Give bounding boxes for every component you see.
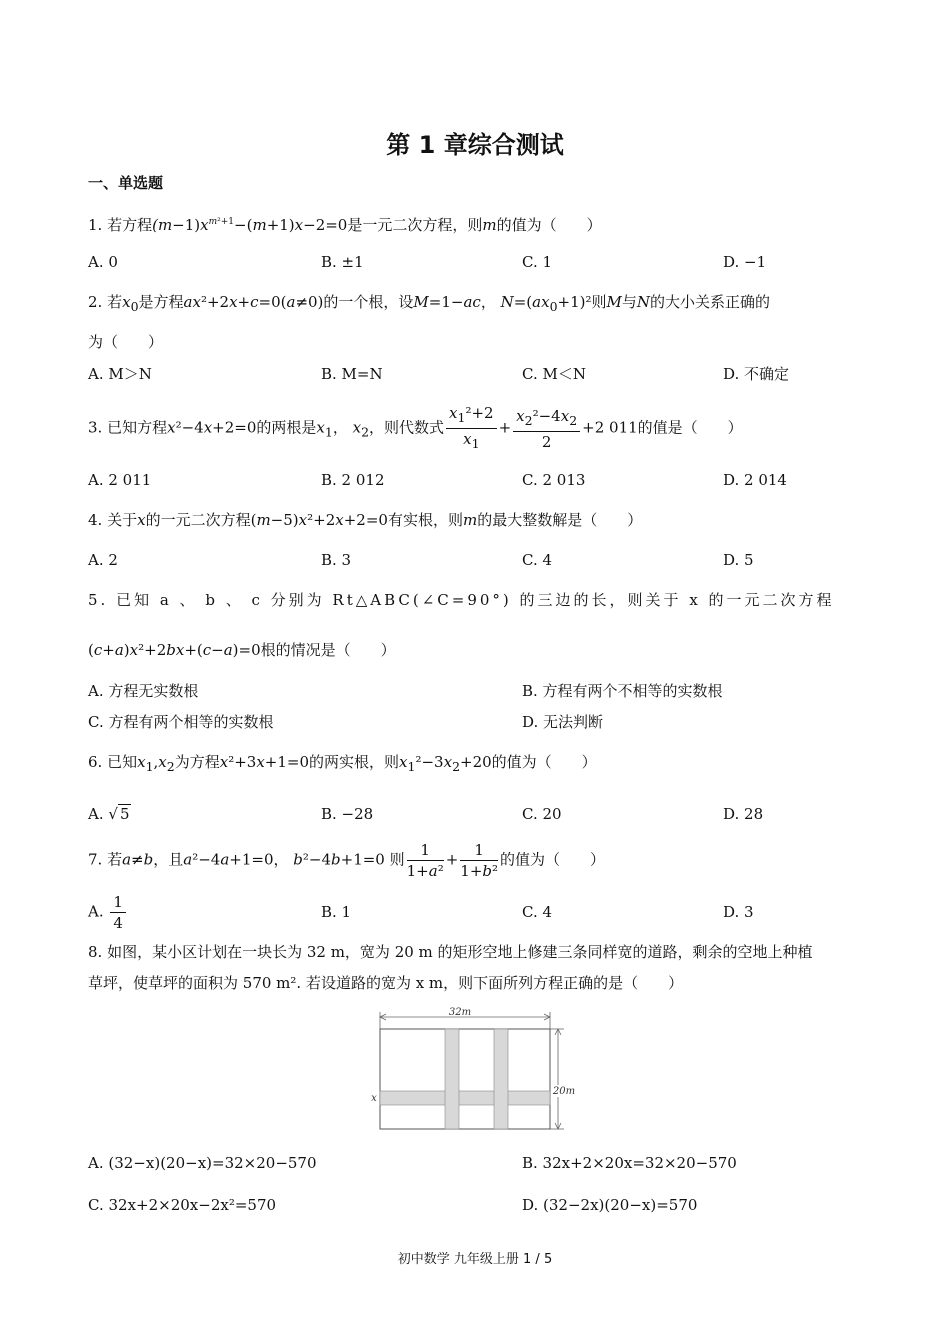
q5-option-b[interactable]: B. 方程有两个不相等的实数根 bbox=[522, 682, 723, 700]
q6-option-b[interactable]: B. −28 bbox=[321, 805, 374, 823]
question-7: 7. 若a≠b，且a²−4a+1=0， b²−4b+1=0 则 $\frac{1}{\text{1+a²}}$ + $\frac{1}{\text{1+b²}}$ 的值为（ ） bbox=[88, 841, 606, 880]
q3-option-c[interactable]: C. 2 013 bbox=[522, 471, 586, 489]
q7-option-a[interactable]: A. $\frac{1}{4}$ bbox=[88, 892, 128, 933]
q2-option-b[interactable]: B. M=N bbox=[321, 365, 383, 383]
figure-label-length: 32m bbox=[448, 1007, 472, 1018]
question-6: 6. 已知$x_1,x_2$为方程x²+3x+1=0的两实根，则$x_1^2-3x_2+20$的值为（ ） bbox=[88, 753, 597, 774]
question-4: 4. 关于x的一元二次方程(m−5)x²+2x+2=0有实根，则m的最大整数解是（ ） bbox=[88, 511, 643, 529]
q1-option-c[interactable]: C. 1 bbox=[522, 253, 553, 271]
q5-option-c[interactable]: C. 方程有两个相等的实数根 bbox=[88, 713, 274, 731]
q5-option-d[interactable]: D. 无法判断 bbox=[522, 713, 604, 731]
q1-option-b[interactable]: B. ±1 bbox=[321, 253, 364, 271]
question-5-cont: (c+a)x²+2bx+(c−a)=0根的情况是（ ） bbox=[88, 641, 396, 659]
q8-option-d[interactable]: D. (32−2x)(20−x)=570 bbox=[522, 1196, 698, 1214]
figure-label-x: x bbox=[371, 1093, 377, 1104]
q7-option-d[interactable]: D. 3 bbox=[723, 903, 754, 921]
q3-option-b[interactable]: B. 2 012 bbox=[321, 471, 385, 489]
section-heading: 一、单选题 bbox=[88, 174, 164, 192]
figure-label-width: 20m bbox=[552, 1086, 576, 1097]
page-footer: 初中数学 九年级上册 1 / 5 bbox=[397, 1252, 553, 1267]
q7-option-c[interactable]: C. 4 bbox=[522, 903, 553, 921]
q8-option-b[interactable]: B. 32x+2×20x=32×20−570 bbox=[522, 1154, 737, 1172]
q4-option-c[interactable]: C. 4 bbox=[522, 551, 553, 569]
q8-option-c[interactable]: C. 32x+2×20x−2x²=570 bbox=[88, 1196, 277, 1214]
q2-option-d[interactable]: D. 不确定 bbox=[723, 365, 790, 383]
q3-option-d[interactable]: D. 2 014 bbox=[723, 471, 787, 489]
q4-option-a[interactable]: A. 2 bbox=[88, 551, 118, 569]
question-8: 8. 如图，某小区计划在一块长为 32 m，宽为 20 m 的矩形空地上修建三条同样宽的道路，剩余的空地上种植 bbox=[88, 943, 813, 961]
q1-option-a[interactable]: A. 0 bbox=[88, 253, 118, 271]
q2-option-c[interactable]: C. M＜N bbox=[522, 365, 586, 383]
q6-option-c[interactable]: C. 20 bbox=[522, 805, 562, 823]
q7-option-b[interactable]: B. 1 bbox=[321, 903, 352, 921]
q1-option-d[interactable]: D. −1 bbox=[723, 253, 767, 271]
q5-option-a[interactable]: A. 方程无实数根 bbox=[88, 682, 199, 700]
question-2: 2. 若$x_0$是方程ax²+2x+c=0(a≠0)的一个根，设M=1−ac， $N=(ax_0+1)^2$则M与N的大小关系正确的 bbox=[88, 293, 771, 314]
q8-option-a[interactable]: A. (32−x)(20−x)=32×20−570 bbox=[88, 1154, 317, 1172]
question-2-cont: 为（ ） bbox=[88, 333, 164, 351]
q4-option-d[interactable]: D. 5 bbox=[723, 551, 754, 569]
q6-option-a[interactable]: A. √ 5 bbox=[88, 805, 130, 823]
q6-option-d[interactable]: D. 28 bbox=[723, 805, 764, 823]
q4-option-b[interactable]: B. 3 bbox=[321, 551, 352, 569]
road-diagram bbox=[368, 1005, 580, 1135]
question-5: 5. 已知 a 、 b 、 c 分别为 Rt△ABC(∠C=90°) 的三边的长，则关于 x 的一元二次方程 bbox=[88, 591, 835, 609]
q3-option-a[interactable]: A. 2 011 bbox=[88, 471, 152, 489]
question-8-cont: 草坪，使草坪的面积为 570 m². 若设道路的宽为 x m，则下面所列方程正确的是（ ） bbox=[88, 974, 684, 992]
question-1: 1. 若方程$(m-1)x^{m^2+1}-(m+1)x-2=0$是一元二次方程，则m的值为（ ） bbox=[88, 216, 602, 234]
q2-option-a[interactable]: A. M＞N bbox=[88, 365, 152, 383]
page-title: 第 1 章综合测试 bbox=[386, 131, 564, 159]
question-3: 3. 已知方程x²−4x+2=0的两根是$x_1$， $x_2$，则代数式 $\frac{x_1^2+2}{x_1}$ + $\frac{x_2^2-4x_2}{2}$ +2 011的值是（ ） bbox=[88, 404, 743, 451]
